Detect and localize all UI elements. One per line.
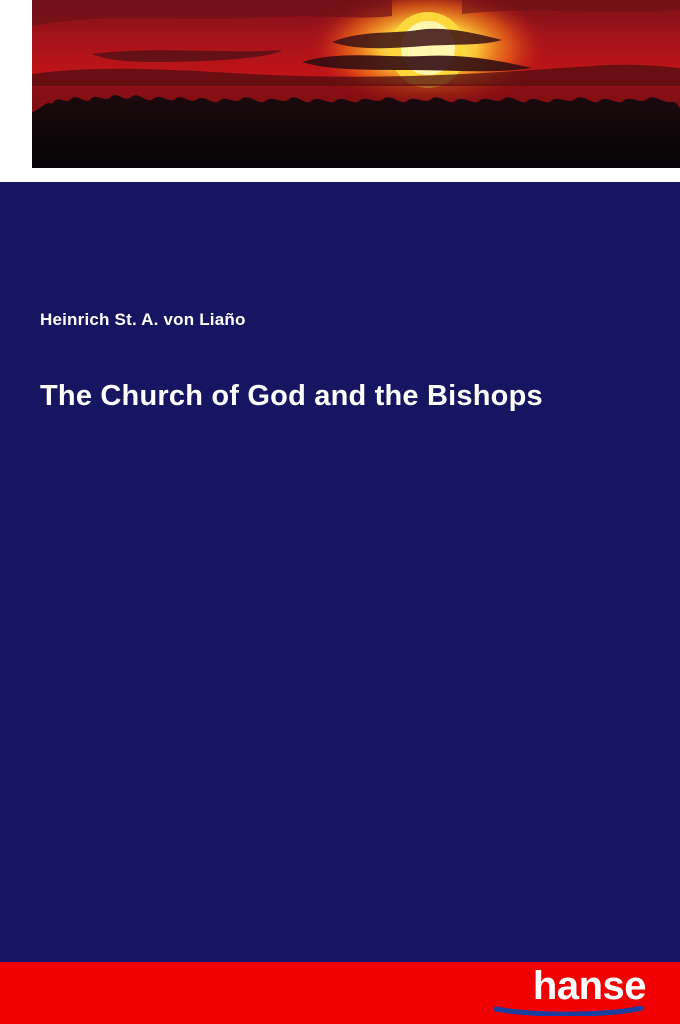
book-title: The Church of God and the Bishops (40, 380, 543, 412)
publisher-logo (476, 966, 646, 1020)
cover-photo (32, 0, 680, 168)
publisher-logo-text: hanse (532, 964, 646, 1008)
author-name: Heinrich St. A. von Liaño (40, 310, 246, 329)
logo-underline-swash-icon (494, 1006, 644, 1016)
sunset-over-treeline-photo (32, 0, 680, 168)
cover-background (0, 182, 680, 962)
